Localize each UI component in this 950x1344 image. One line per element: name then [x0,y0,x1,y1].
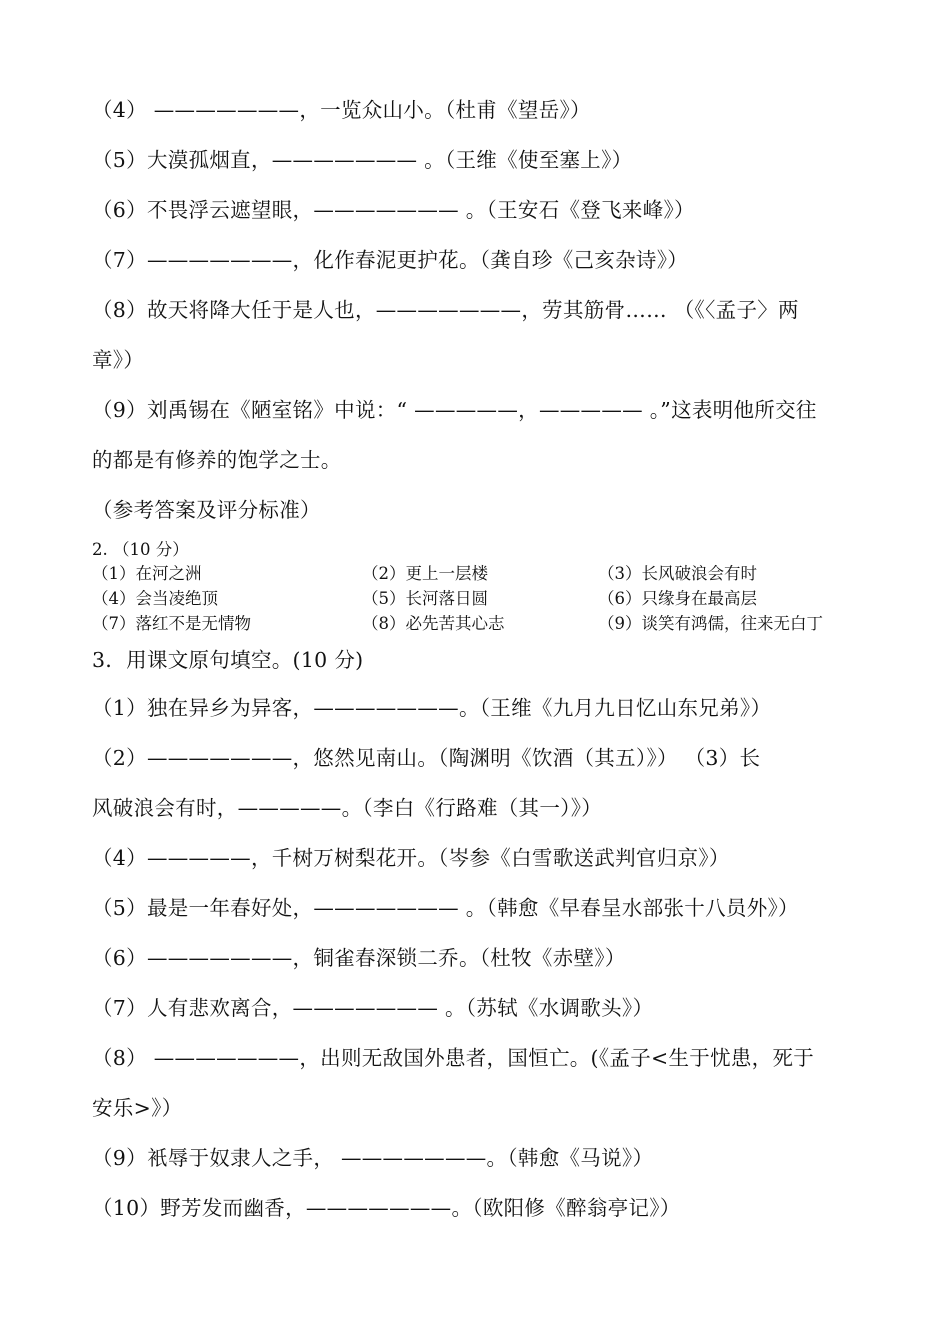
fill-blank-item: （4） ———————，一览众山小。（杜甫《望岳》） [92,98,591,122]
section-3-heading: 3．用课文原句填空。(10 分) [92,648,364,672]
fill-blank-item: （8）故天将降大任于是人也，———————，劳其筋骨…… （《〈孟子〉两 [92,298,799,322]
answer-cell: （1）在河之洲 [92,564,202,583]
fill-blank-item: （7）———————，化作春泥更护花。（龚自珍《己亥杂诗》） [92,248,689,272]
fill-blank-item-continuation: 风破浪会有时，—————。（李白《行路难（其一）》） [92,796,603,820]
answer-heading: （参考答案及评分标准） [92,498,321,522]
answer-cell: （5）长河落日圆 [362,589,488,608]
fill-blank-item: （2）———————，悠然见南山。（陶渊明《饮酒（其五）》） （3）长 [92,746,761,770]
fill-blank-item: （8） ———————，出则无敌国外患者，国恒亡。(《孟子<生于忧患，死于 [92,1046,815,1070]
answer-cell: （3）长风破浪会有时 [598,564,757,583]
fill-blank-item: （7）人有悲欢离合，——————— 。（苏轼《水调歌头》） [92,996,654,1020]
fill-blank-item: （5）大漠孤烟直，——————— 。（王维《使至塞上》） [92,148,633,172]
fill-blank-item: （9）刘禹锡在《陋室铭》中说：“ —————，————— 。”这表明他所交往 [92,398,817,422]
fill-blank-item-continuation: 安乐>》） [92,1096,183,1120]
fill-blank-item: （6）不畏浮云遮望眼，——————— 。（王安石《登飞来峰》） [92,198,695,222]
answer-cell: （2）更上一层楼 [362,564,488,583]
answer-cell: （9）谈笑有鸿儒，往来无白丁 [598,614,823,633]
fill-blank-item: （5）最是一年春好处，——————— 。（韩愈《早春呈水部张十八员外》） [92,896,799,920]
fill-blank-item-continuation: 章》） [92,348,145,372]
fill-blank-item: （4）—————，千树万树梨花开。（岑参《白雪歌送武判官归京》） [92,846,730,870]
answer-cell: （7）落红不是无情物 [92,614,251,633]
answer-cell: （4）会当凌绝顶 [92,589,218,608]
fill-blank-item: （6）———————，铜雀春深锁二乔。（杜牧《赤壁》） [92,946,626,970]
fill-blank-item-continuation: 的都是有修养的饱学之士。 [92,448,342,472]
fill-blank-item: （1）独在异乡为异客，———————。（王维《九月九日忆山东兄弟》） [92,696,772,720]
answer-cell: （8）必先苦其心志 [362,614,505,633]
question-2-label: 2. （10 分） [92,540,189,559]
answer-cell: （6）只缘身在最高层 [598,589,757,608]
fill-blank-item: （9）衹辱于奴隶人之手， ———————。（韩愈《马说》） [92,1146,654,1170]
fill-blank-item: （10）野芳发而幽香，———————。（欧阳修《醉翁亭记》） [92,1196,681,1220]
